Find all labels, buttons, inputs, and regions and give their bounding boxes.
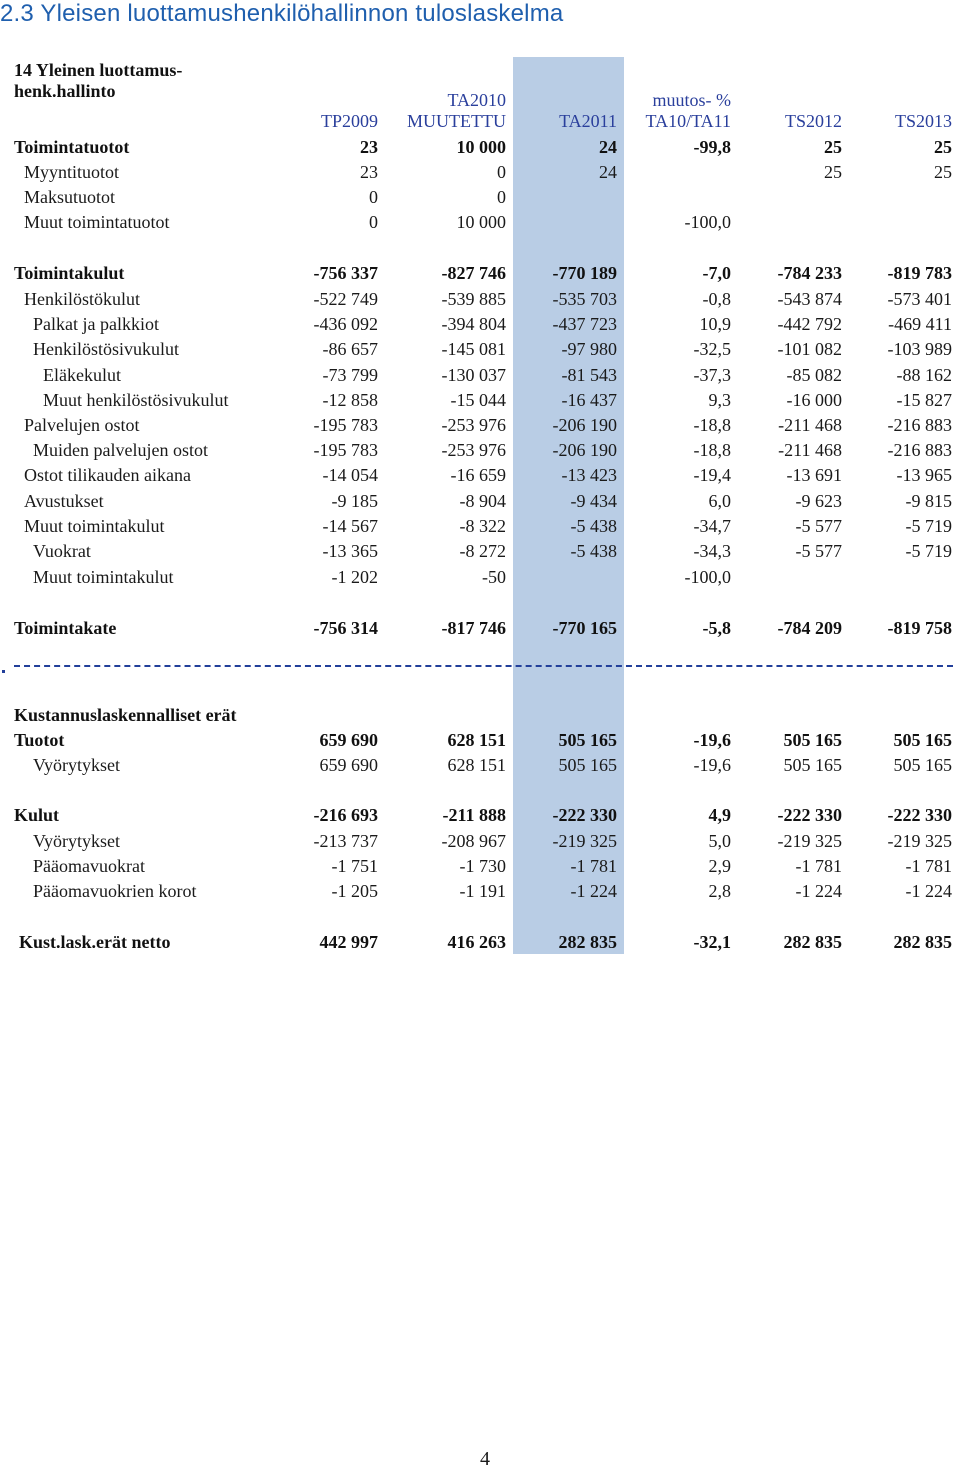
row-label: Muut henkilöstösivukulut bbox=[43, 390, 229, 410]
value-ts2013: 25 bbox=[934, 162, 952, 182]
value-ta2010: -1 191 bbox=[459, 881, 506, 901]
value-ts2013: -1 224 bbox=[905, 881, 952, 901]
value-ts2012: -211 468 bbox=[778, 440, 842, 460]
page-title: 2.3 Yleisen luottamushenkilöhallinnon tuloslaskelma bbox=[0, 0, 564, 27]
value-ta2011: 24 bbox=[599, 137, 617, 157]
value-ta2011: -222 330 bbox=[552, 805, 617, 825]
value-ts2012: 25 bbox=[824, 162, 842, 182]
value-ta2011: -206 190 bbox=[552, 440, 617, 460]
value-ta2011: -97 980 bbox=[561, 339, 617, 359]
row-label: Toimintakulut bbox=[14, 263, 125, 283]
row-label: Vyörytykset bbox=[33, 831, 120, 851]
value-ta2010: -817 746 bbox=[441, 618, 506, 638]
value-tp2009: -1 202 bbox=[331, 567, 378, 587]
value-ts2013: -222 330 bbox=[887, 805, 952, 825]
value-muutos: 2,8 bbox=[708, 881, 731, 901]
value-muutos: -19,6 bbox=[693, 755, 731, 775]
value-ta2011: -81 543 bbox=[561, 365, 617, 385]
value-ta2010: -208 967 bbox=[441, 831, 506, 851]
row-label: Maksutuotot bbox=[24, 187, 116, 207]
value-tp2009: 0 bbox=[369, 212, 378, 232]
col-header-ta2010-line2: MUUTETTU bbox=[407, 111, 506, 131]
separator-dot bbox=[2, 670, 5, 673]
value-muutos: -99,8 bbox=[693, 137, 731, 157]
value-muutos: 9,3 bbox=[708, 390, 731, 410]
value-ts2013: -88 162 bbox=[896, 365, 952, 385]
value-ta2011: -437 723 bbox=[552, 314, 617, 334]
value-tp2009: -756 314 bbox=[313, 618, 378, 638]
value-ts2013: -216 883 bbox=[887, 415, 952, 435]
value-ts2013: -1 781 bbox=[905, 856, 952, 876]
value-tp2009: -1 205 bbox=[331, 881, 378, 901]
col-header-ts2013: TS2013 bbox=[894, 111, 952, 131]
col-header-muutos-line2: TA10/TA11 bbox=[645, 111, 731, 131]
row-label: Toimintakate bbox=[14, 618, 117, 638]
value-ts2013: -819 783 bbox=[887, 263, 952, 283]
value-ta2010: -130 037 bbox=[441, 365, 506, 385]
value-tp2009: -9 185 bbox=[331, 491, 378, 511]
row-label: Palkat ja palkkiot bbox=[33, 314, 159, 334]
value-ts2013: 25 bbox=[934, 137, 952, 157]
value-ta2010: -145 081 bbox=[441, 339, 506, 359]
value-muutos: -18,8 bbox=[693, 440, 731, 460]
row-label: Myyntituotot bbox=[24, 162, 120, 182]
value-ts2012: -211 468 bbox=[778, 415, 842, 435]
value-ts2012: -442 792 bbox=[777, 314, 842, 334]
row-label: Pääomavuokrat bbox=[33, 856, 145, 876]
value-ts2012: 505 165 bbox=[783, 755, 842, 775]
value-tp2009: -1 751 bbox=[331, 856, 378, 876]
value-muutos: 10,9 bbox=[699, 314, 731, 334]
value-ta2010: -253 976 bbox=[441, 415, 506, 435]
value-ts2012: -101 082 bbox=[777, 339, 842, 359]
value-muutos: -34,3 bbox=[693, 541, 731, 561]
value-ts2013: -216 883 bbox=[887, 440, 952, 460]
value-ta2010: -211 888 bbox=[442, 805, 506, 825]
row-label: Vuokrat bbox=[33, 541, 91, 561]
value-ta2011: 505 165 bbox=[558, 730, 617, 750]
page-number: 4 bbox=[480, 1448, 490, 1470]
value-ts2012: -9 623 bbox=[795, 491, 842, 511]
value-ts2013: -469 411 bbox=[888, 314, 952, 334]
value-ts2013: 505 165 bbox=[893, 730, 952, 750]
value-ta2011: -770 165 bbox=[552, 618, 617, 638]
value-ta2011: -1 224 bbox=[570, 881, 617, 901]
col-header-ts2012: TS2012 bbox=[784, 111, 842, 131]
value-ta2010: -16 659 bbox=[450, 465, 506, 485]
value-ta2011: -770 189 bbox=[552, 263, 617, 283]
row-label: Palvelujen ostot bbox=[24, 415, 140, 435]
value-ta2010: -1 730 bbox=[459, 856, 506, 876]
value-ta2011: 282 835 bbox=[558, 932, 617, 952]
value-ta2010: 0 bbox=[497, 187, 506, 207]
row-label: Kulut bbox=[14, 805, 60, 825]
row-label: Ostot tilikauden aikana bbox=[24, 465, 191, 485]
value-ta2010: 10 000 bbox=[456, 212, 506, 232]
value-ta2010: -827 746 bbox=[441, 263, 506, 283]
value-tp2009: 23 bbox=[360, 162, 378, 182]
value-ts2013: -9 815 bbox=[905, 491, 952, 511]
value-tp2009: 0 bbox=[369, 187, 378, 207]
section-separator bbox=[14, 665, 953, 667]
value-ta2011: -16 437 bbox=[561, 390, 617, 410]
value-tp2009: -522 749 bbox=[313, 289, 378, 309]
value-ts2013: -13 965 bbox=[896, 465, 952, 485]
value-ts2012: -784 233 bbox=[777, 263, 842, 283]
value-ta2011: -219 325 bbox=[552, 831, 617, 851]
value-tp2009: 659 690 bbox=[319, 730, 378, 750]
value-ts2013: 282 835 bbox=[893, 932, 952, 952]
value-tp2009: -195 783 bbox=[313, 415, 378, 435]
value-ts2012: 282 835 bbox=[783, 932, 842, 952]
value-ta2010: 628 151 bbox=[447, 755, 506, 775]
value-tp2009: 442 997 bbox=[319, 932, 378, 952]
value-tp2009: -14 567 bbox=[322, 516, 378, 536]
value-muutos: -19,6 bbox=[693, 730, 731, 750]
value-ts2012: -16 000 bbox=[786, 390, 842, 410]
value-ts2013: -15 827 bbox=[896, 390, 952, 410]
value-ts2012: -219 325 bbox=[777, 831, 842, 851]
value-tp2009: -73 799 bbox=[322, 365, 378, 385]
value-ts2012: 505 165 bbox=[783, 730, 842, 750]
value-ts2013: -219 325 bbox=[887, 831, 952, 851]
value-muutos: 6,0 bbox=[708, 491, 731, 511]
row-label: Avustukset bbox=[24, 491, 104, 511]
value-ta2010: -8 322 bbox=[459, 516, 506, 536]
value-muutos: -5,8 bbox=[702, 618, 731, 638]
row-label: Toimintatuotot bbox=[14, 137, 130, 157]
row-label: Tuotot bbox=[14, 730, 65, 750]
value-ta2011: -1 781 bbox=[570, 856, 617, 876]
value-muutos: -32,1 bbox=[693, 932, 731, 952]
value-ta2010: -50 bbox=[482, 567, 506, 587]
value-ts2013: -819 758 bbox=[887, 618, 952, 638]
value-tp2009: -14 054 bbox=[322, 465, 378, 485]
value-muutos: -100,0 bbox=[684, 212, 731, 232]
value-tp2009: 23 bbox=[360, 137, 378, 157]
value-muutos: -19,4 bbox=[693, 465, 731, 485]
value-muutos: 5,0 bbox=[708, 831, 731, 851]
value-muutos: -32,5 bbox=[693, 339, 731, 359]
value-ta2011: 505 165 bbox=[558, 755, 617, 775]
value-muutos: -37,3 bbox=[693, 365, 731, 385]
value-tp2009: -213 737 bbox=[313, 831, 378, 851]
value-ts2012: -85 082 bbox=[786, 365, 842, 385]
value-ts2012: -543 874 bbox=[777, 289, 842, 309]
value-muutos: -0,8 bbox=[702, 289, 731, 309]
row-label: Henkilöstökulut bbox=[24, 289, 140, 309]
value-ta2010: -15 044 bbox=[450, 390, 506, 410]
value-ta2011: 24 bbox=[599, 162, 617, 182]
value-tp2009: -756 337 bbox=[313, 263, 378, 283]
col-header-ta2011: TA2011 bbox=[559, 111, 617, 131]
value-ta2011: -5 438 bbox=[570, 516, 617, 536]
row-label: Kustannuslaskennalliset erät bbox=[14, 705, 237, 725]
col-header-muutos-line1: muutos- % bbox=[652, 90, 731, 110]
unit-name-line2: henk.hallinto bbox=[14, 81, 116, 101]
value-ts2013: -573 401 bbox=[887, 289, 952, 309]
value-ts2012: -222 330 bbox=[777, 805, 842, 825]
value-muutos: -34,7 bbox=[693, 516, 731, 536]
value-tp2009: 659 690 bbox=[319, 755, 378, 775]
row-label: Eläkekulut bbox=[43, 365, 121, 385]
value-muutos: -7,0 bbox=[702, 263, 731, 283]
value-ts2012: 25 bbox=[824, 137, 842, 157]
unit-name-line1: 14 Yleinen luottamus- bbox=[14, 60, 183, 80]
value-muutos: -100,0 bbox=[684, 567, 731, 587]
row-label: Kust.lask.erät netto bbox=[19, 932, 171, 952]
value-ts2012: -784 209 bbox=[777, 618, 842, 638]
value-ta2011: -5 438 bbox=[570, 541, 617, 561]
value-ts2012: -1 781 bbox=[795, 856, 842, 876]
value-tp2009: -195 783 bbox=[313, 440, 378, 460]
value-tp2009: -12 858 bbox=[322, 390, 378, 410]
row-label: Pääomavuokrien korot bbox=[33, 881, 197, 901]
row-label: Muut toimintakulut bbox=[24, 516, 165, 536]
value-muutos: 4,9 bbox=[708, 805, 731, 825]
value-ta2011: -535 703 bbox=[552, 289, 617, 309]
col-header-tp2009: TP2009 bbox=[320, 111, 378, 131]
value-ts2013: -5 719 bbox=[905, 516, 952, 536]
value-ta2010: -8 272 bbox=[459, 541, 506, 561]
row-label: Muut toimintakulut bbox=[33, 567, 174, 587]
value-ts2012: -5 577 bbox=[795, 516, 842, 536]
col-header-ta2010-line1: TA2010 bbox=[447, 90, 506, 110]
value-ta2011: -13 423 bbox=[561, 465, 617, 485]
value-ta2011: -206 190 bbox=[552, 415, 617, 435]
value-ta2010: 0 bbox=[497, 162, 506, 182]
value-ta2010: 416 263 bbox=[447, 932, 506, 952]
value-ts2012: -1 224 bbox=[795, 881, 842, 901]
row-label: Henkilöstösivukulut bbox=[33, 339, 180, 359]
value-ta2010: -8 904 bbox=[459, 491, 506, 511]
row-label: Vyörytykset bbox=[33, 755, 120, 775]
value-muutos: -18,8 bbox=[693, 415, 731, 435]
row-label: Muiden palvelujen ostot bbox=[33, 440, 208, 460]
value-tp2009: -13 365 bbox=[322, 541, 378, 561]
value-tp2009: -86 657 bbox=[322, 339, 378, 359]
value-muutos: 2,9 bbox=[708, 856, 731, 876]
value-tp2009: -216 693 bbox=[313, 805, 378, 825]
value-ts2013: 505 165 bbox=[893, 755, 952, 775]
value-ts2012: -5 577 bbox=[795, 541, 842, 561]
value-ta2010: -394 804 bbox=[441, 314, 506, 334]
value-ta2010: -253 976 bbox=[441, 440, 506, 460]
value-ts2013: -103 989 bbox=[887, 339, 952, 359]
row-label: Muut toimintatuotot bbox=[24, 212, 170, 232]
value-ts2013: -5 719 bbox=[905, 541, 952, 561]
value-ta2010: -539 885 bbox=[441, 289, 506, 309]
value-tp2009: -436 092 bbox=[313, 314, 378, 334]
value-ta2010: 10 000 bbox=[456, 137, 506, 157]
value-ta2010: 628 151 bbox=[447, 730, 506, 750]
value-ts2012: -13 691 bbox=[786, 465, 842, 485]
value-ta2011: -9 434 bbox=[570, 491, 617, 511]
